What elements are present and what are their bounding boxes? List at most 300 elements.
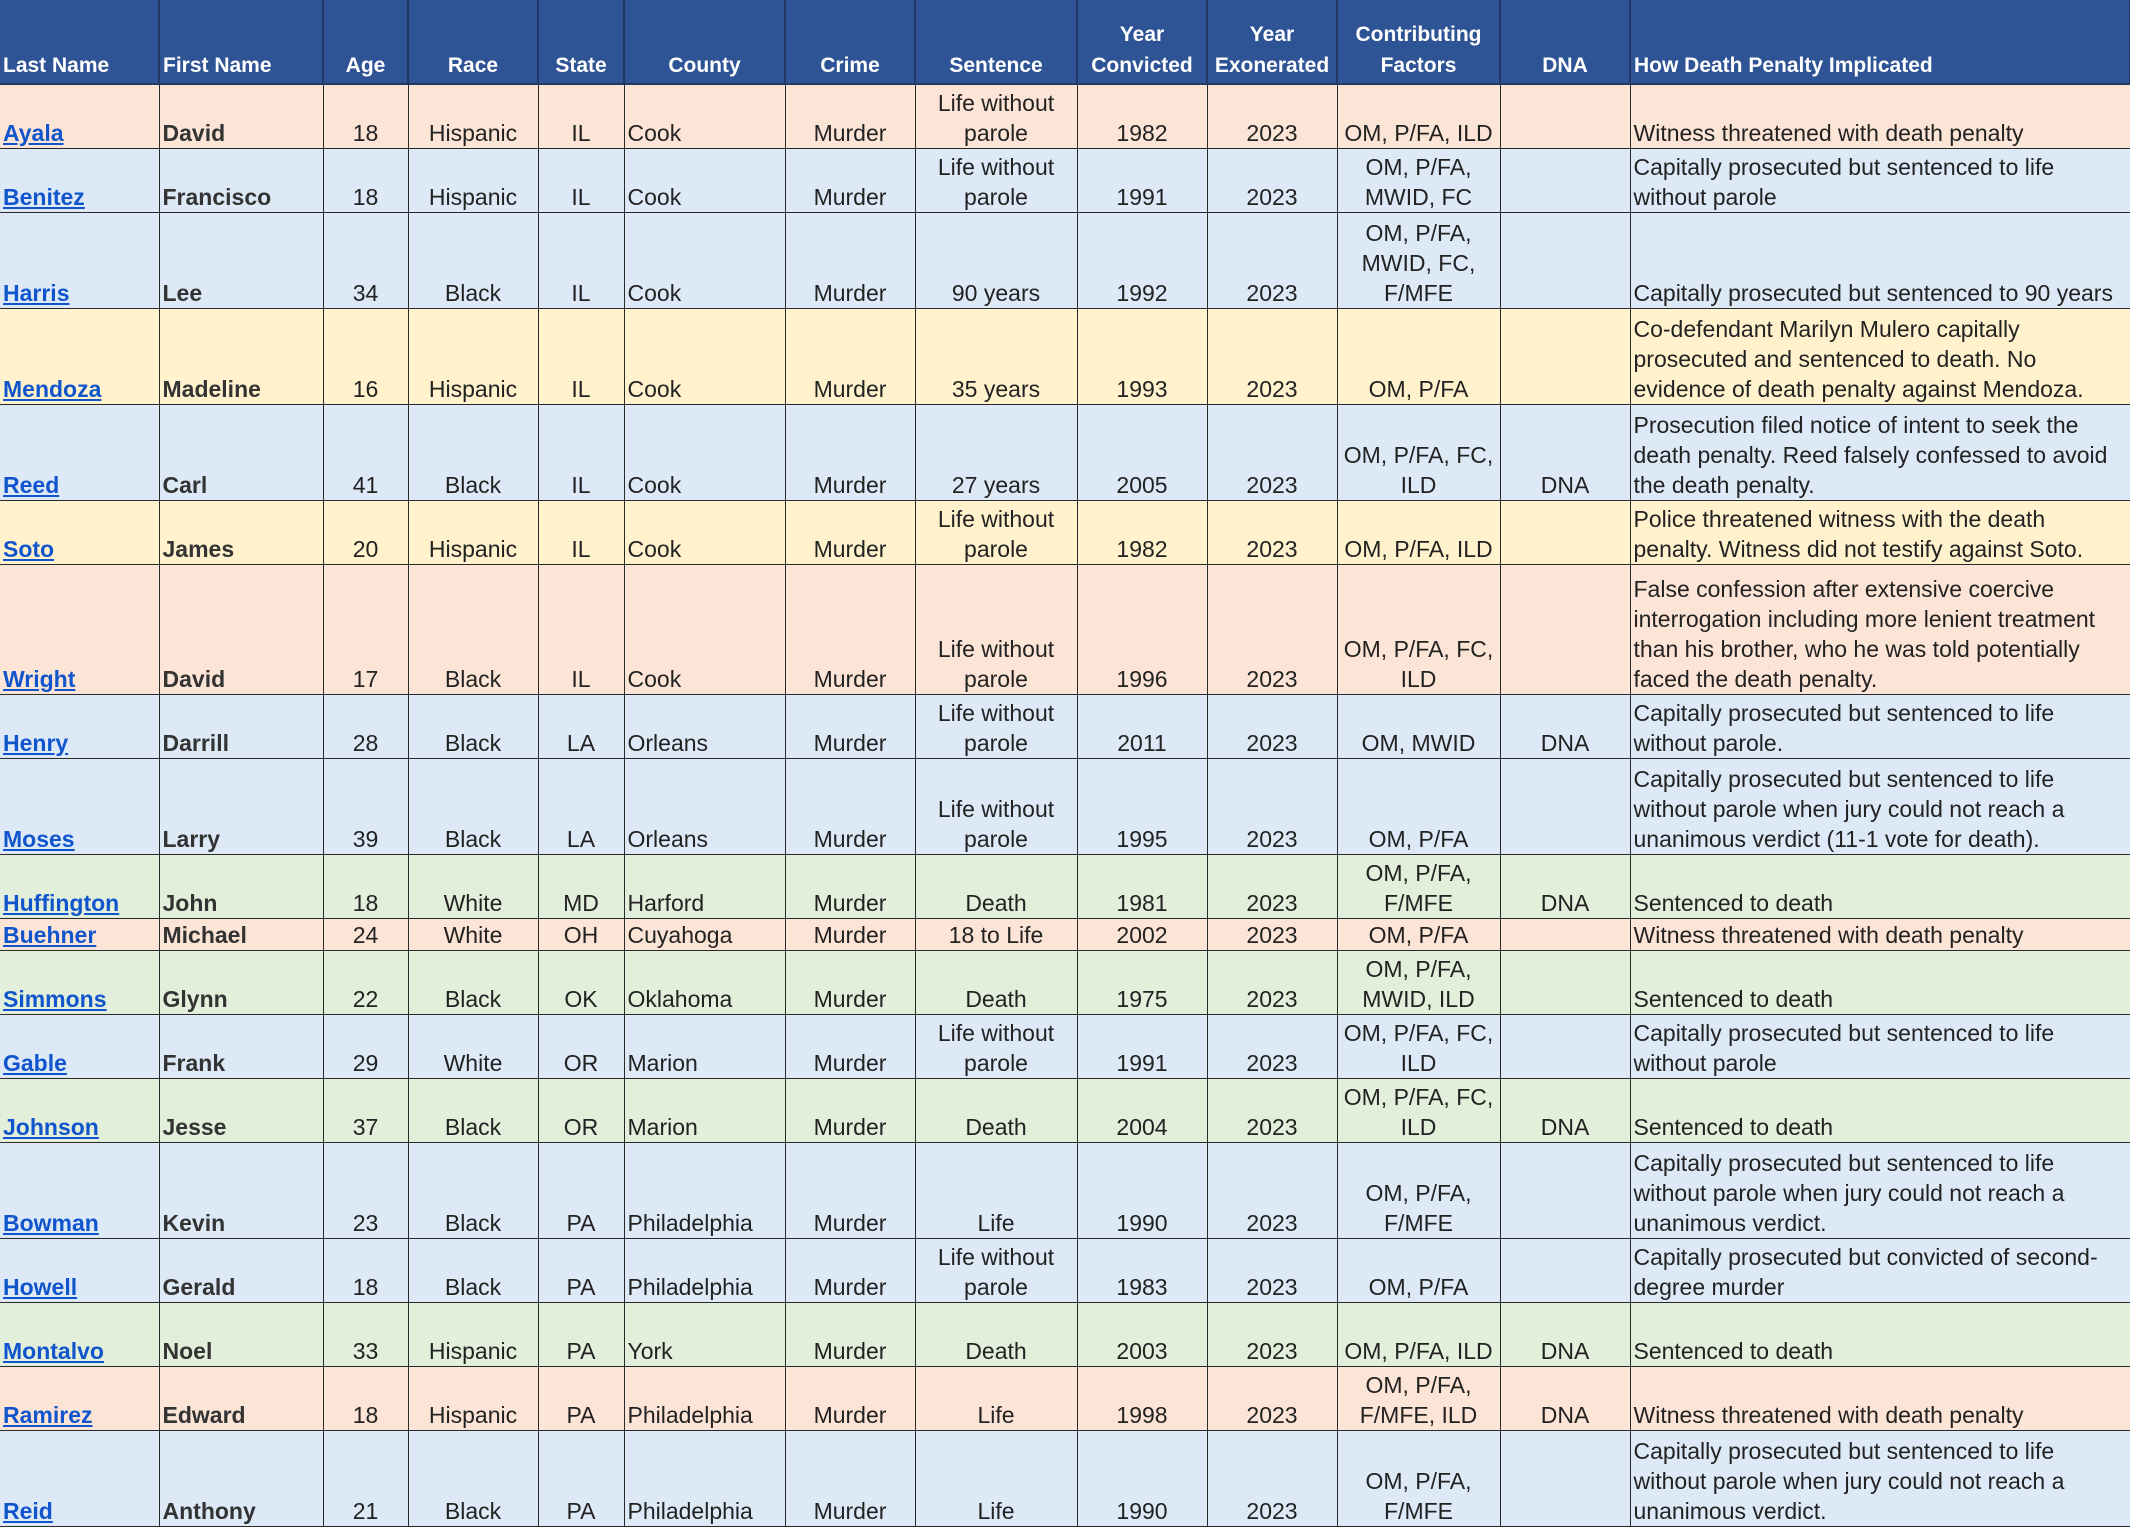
cell-age: 29 bbox=[323, 1014, 408, 1078]
cell-crime: Murder bbox=[785, 950, 915, 1014]
cell-year-exonerated: 2023 bbox=[1207, 694, 1337, 758]
cell-race: White bbox=[408, 918, 538, 950]
cell-sentence: 18 to Life bbox=[915, 918, 1077, 950]
cell-crime: Murder bbox=[785, 1430, 915, 1526]
cell-sentence: Life bbox=[915, 1366, 1077, 1430]
cell-crime: Murder bbox=[785, 84, 915, 148]
cell-crime: Murder bbox=[785, 148, 915, 212]
cell-how-death-penalty: Capitally prosecuted but sentenced to life without parole when jury could not reach a unanimous verdict. bbox=[1630, 1430, 2130, 1526]
cell-contributing-factors: OM, P/FA, MWID, FC, F/MFE bbox=[1337, 212, 1500, 308]
cell-how-death-penalty: Sentenced to death bbox=[1630, 950, 2130, 1014]
cell-how-death-penalty: Capitally prosecuted but sentenced to life without parole bbox=[1630, 148, 2130, 212]
cell-crime: Murder bbox=[785, 1014, 915, 1078]
cell-county: Cook bbox=[624, 500, 785, 564]
cell-last-name bbox=[0, 1078, 159, 1142]
cell-first-name: Kevin bbox=[159, 1142, 323, 1238]
table-row bbox=[0, 1366, 2130, 1430]
case-link[interactable]: Moses bbox=[3, 825, 75, 852]
cell-race: Black bbox=[408, 564, 538, 694]
cell-year-exonerated: 2023 bbox=[1207, 212, 1337, 308]
cell-race: Hispanic bbox=[408, 1302, 538, 1366]
cell-last-name bbox=[0, 758, 159, 854]
cell-dna: DNA bbox=[1500, 1302, 1630, 1366]
table-row bbox=[0, 918, 2130, 950]
cell-contributing-factors: OM, P/FA, FC, ILD bbox=[1337, 564, 1500, 694]
cell-state: PA bbox=[538, 1430, 624, 1526]
cell-county: Philadelphia bbox=[624, 1238, 785, 1302]
cell-dna: DNA bbox=[1500, 854, 1630, 918]
cell-contributing-factors: OM, P/FA, MWID, ILD bbox=[1337, 950, 1500, 1014]
header-race[interactable]: Race bbox=[408, 0, 538, 84]
cell-crime: Murder bbox=[785, 1238, 915, 1302]
cell-how-death-penalty: Capitally prosecuted but sentenced to life without parole. bbox=[1630, 694, 2130, 758]
cell-state: PA bbox=[538, 1142, 624, 1238]
cell-crime: Murder bbox=[785, 564, 915, 694]
table-row bbox=[0, 148, 2130, 212]
cell-contributing-factors: OM, P/FA bbox=[1337, 758, 1500, 854]
cell-age: 21 bbox=[323, 1430, 408, 1526]
cell-first-name: Noel bbox=[159, 1302, 323, 1366]
case-link[interactable]: Huffington bbox=[3, 889, 120, 916]
cell-dna bbox=[1500, 950, 1630, 1014]
cell-how-death-penalty: Sentenced to death bbox=[1630, 1078, 2130, 1142]
cell-year-convicted: 1993 bbox=[1077, 308, 1207, 404]
cell-county: Philadelphia bbox=[624, 1430, 785, 1526]
cell-year-exonerated: 2023 bbox=[1207, 564, 1337, 694]
case-link[interactable]: Montalvo bbox=[3, 1337, 104, 1364]
cell-contributing-factors: OM, P/FA, ILD bbox=[1337, 1302, 1500, 1366]
cell-contributing-factors: OM, P/FA, F/MFE bbox=[1337, 1142, 1500, 1238]
cell-year-exonerated: 2023 bbox=[1207, 404, 1337, 500]
cell-state: IL bbox=[538, 564, 624, 694]
cell-state: PA bbox=[538, 1238, 624, 1302]
cell-year-exonerated: 2023 bbox=[1207, 1014, 1337, 1078]
cell-age: 22 bbox=[323, 950, 408, 1014]
cell-state: IL bbox=[538, 212, 624, 308]
cell-year-exonerated: 2023 bbox=[1207, 1078, 1337, 1142]
cell-year-convicted: 2002 bbox=[1077, 918, 1207, 950]
cell-race: Black bbox=[408, 694, 538, 758]
cell-county: Cook bbox=[624, 84, 785, 148]
cell-first-name: Jesse bbox=[159, 1078, 323, 1142]
cell-age: 41 bbox=[323, 404, 408, 500]
cell-contributing-factors: OM, P/FA, ILD bbox=[1337, 500, 1500, 564]
cell-contributing-factors: OM, P/FA bbox=[1337, 1238, 1500, 1302]
cell-race: Black bbox=[408, 1078, 538, 1142]
cell-state: IL bbox=[538, 84, 624, 148]
table-row bbox=[0, 500, 2130, 564]
cell-year-convicted: 1990 bbox=[1077, 1142, 1207, 1238]
cell-year-convicted: 1992 bbox=[1077, 212, 1207, 308]
cell-sentence: 90 years bbox=[915, 212, 1077, 308]
cell-dna bbox=[1500, 84, 1630, 148]
cell-contributing-factors: OM, P/FA, MWID, FC bbox=[1337, 148, 1500, 212]
cell-first-name: Anthony bbox=[159, 1430, 323, 1526]
cell-county: Orleans bbox=[624, 694, 785, 758]
case-link[interactable]: Ramirez bbox=[3, 1401, 93, 1428]
case-link[interactable]: Benitez bbox=[3, 183, 85, 210]
cell-last-name bbox=[0, 308, 159, 404]
cell-crime: Murder bbox=[785, 404, 915, 500]
cell-county: Cook bbox=[624, 212, 785, 308]
cell-dna: DNA bbox=[1500, 1366, 1630, 1430]
cell-race: Hispanic bbox=[408, 308, 538, 404]
case-link[interactable]: Soto bbox=[3, 535, 55, 562]
cell-year-exonerated: 2023 bbox=[1207, 84, 1337, 148]
cell-crime: Murder bbox=[785, 758, 915, 854]
cell-first-name: Francisco bbox=[159, 148, 323, 212]
cell-year-exonerated: 2023 bbox=[1207, 950, 1337, 1014]
cell-age: 18 bbox=[323, 1238, 408, 1302]
cell-race: Hispanic bbox=[408, 148, 538, 212]
case-link[interactable]: Wright bbox=[3, 665, 76, 692]
cell-dna: DNA bbox=[1500, 404, 1630, 500]
cell-last-name bbox=[0, 1142, 159, 1238]
cell-sentence: Life without parole bbox=[915, 758, 1077, 854]
cell-last-name bbox=[0, 84, 159, 148]
cell-sentence: Death bbox=[915, 1302, 1077, 1366]
cell-crime: Murder bbox=[785, 308, 915, 404]
table-row bbox=[0, 404, 2130, 500]
header-dna[interactable]: DNA bbox=[1500, 0, 1630, 84]
cell-first-name: Darrill bbox=[159, 694, 323, 758]
cell-age: 18 bbox=[323, 84, 408, 148]
cell-sentence: 35 years bbox=[915, 308, 1077, 404]
cell-year-convicted: 2011 bbox=[1077, 694, 1207, 758]
cell-year-exonerated: 2023 bbox=[1207, 918, 1337, 950]
cell-year-exonerated: 2023 bbox=[1207, 1430, 1337, 1526]
table-row bbox=[0, 950, 2130, 1014]
cell-first-name: David bbox=[159, 84, 323, 148]
cell-contributing-factors: OM, P/FA, ILD bbox=[1337, 84, 1500, 148]
table-row bbox=[0, 1302, 2130, 1366]
cell-age: 39 bbox=[323, 758, 408, 854]
cell-county: Cook bbox=[624, 404, 785, 500]
cell-year-convicted: 1996 bbox=[1077, 564, 1207, 694]
header-sentence[interactable]: Sentence bbox=[915, 0, 1077, 84]
header-first-name[interactable]: First Name bbox=[159, 0, 323, 84]
cell-dna bbox=[1500, 148, 1630, 212]
cell-year-convicted: 1982 bbox=[1077, 84, 1207, 148]
cell-race: White bbox=[408, 854, 538, 918]
cell-age: 20 bbox=[323, 500, 408, 564]
case-link[interactable]: Howell bbox=[3, 1273, 78, 1300]
cell-year-exonerated: 2023 bbox=[1207, 308, 1337, 404]
cell-sentence: 27 years bbox=[915, 404, 1077, 500]
cell-how-death-penalty: Police threatened witness with the death penalty. Witness did not testify against Soto. bbox=[1630, 500, 2130, 564]
cell-crime: Murder bbox=[785, 1078, 915, 1142]
cell-sentence: Life without parole bbox=[915, 1238, 1077, 1302]
cell-year-exonerated: 2023 bbox=[1207, 758, 1337, 854]
table-row bbox=[0, 308, 2130, 404]
cell-race: Hispanic bbox=[408, 1366, 538, 1430]
cell-year-convicted: 1991 bbox=[1077, 1014, 1207, 1078]
cell-dna bbox=[1500, 1238, 1630, 1302]
cell-sentence: Life without parole bbox=[915, 148, 1077, 212]
cell-county: Marion bbox=[624, 1014, 785, 1078]
cell-first-name: Larry bbox=[159, 758, 323, 854]
cell-state: OK bbox=[538, 950, 624, 1014]
cell-contributing-factors: OM, P/FA, FC, ILD bbox=[1337, 1014, 1500, 1078]
cell-dna bbox=[1500, 1142, 1630, 1238]
cell-year-convicted: 1981 bbox=[1077, 854, 1207, 918]
cell-how-death-penalty: Co-defendant Marilyn Mulero capitally prosecuted and sentenced to death. No evidence of death penalty against Mendoza. bbox=[1630, 308, 2130, 404]
cell-how-death-penalty: Sentenced to death bbox=[1630, 854, 2130, 918]
cell-county: York bbox=[624, 1302, 785, 1366]
cell-dna: DNA bbox=[1500, 1078, 1630, 1142]
cell-sentence: Death bbox=[915, 854, 1077, 918]
cell-first-name: Frank bbox=[159, 1014, 323, 1078]
cell-crime: Murder bbox=[785, 212, 915, 308]
cell-contributing-factors: OM, P/FA bbox=[1337, 308, 1500, 404]
case-link[interactable]: Buehner bbox=[3, 921, 97, 948]
table-header bbox=[0, 0, 2130, 84]
cell-first-name: John bbox=[159, 854, 323, 918]
cell-last-name bbox=[0, 1238, 159, 1302]
header-state[interactable]: State bbox=[538, 0, 624, 84]
cell-sentence: Life bbox=[915, 1142, 1077, 1238]
cell-sentence: Life without parole bbox=[915, 564, 1077, 694]
cell-year-convicted: 1975 bbox=[1077, 950, 1207, 1014]
case-link[interactable]: Gable bbox=[3, 1049, 67, 1076]
cell-how-death-penalty: Witness threatened with death penalty bbox=[1630, 84, 2130, 148]
cell-first-name: Glynn bbox=[159, 950, 323, 1014]
case-link[interactable]: Henry bbox=[3, 729, 69, 756]
cell-last-name bbox=[0, 950, 159, 1014]
header-last-name[interactable]: Last Name bbox=[0, 0, 159, 84]
cell-crime: Murder bbox=[785, 854, 915, 918]
cell-dna bbox=[1500, 758, 1630, 854]
cell-state: IL bbox=[538, 500, 624, 564]
table-row bbox=[0, 564, 2130, 694]
cell-crime: Murder bbox=[785, 1142, 915, 1238]
cell-state: LA bbox=[538, 758, 624, 854]
cell-last-name bbox=[0, 1302, 159, 1366]
cell-state: MD bbox=[538, 854, 624, 918]
cell-contributing-factors: OM, MWID bbox=[1337, 694, 1500, 758]
case-link[interactable]: Simmons bbox=[3, 985, 107, 1012]
cell-race: White bbox=[408, 1014, 538, 1078]
cell-state: LA bbox=[538, 694, 624, 758]
cell-state: IL bbox=[538, 148, 624, 212]
cell-county: Oklahoma bbox=[624, 950, 785, 1014]
cell-last-name bbox=[0, 1366, 159, 1430]
cell-last-name bbox=[0, 148, 159, 212]
cell-first-name: David bbox=[159, 564, 323, 694]
cell-year-convicted: 1998 bbox=[1077, 1366, 1207, 1430]
header-row bbox=[0, 0, 2130, 84]
cell-race: Black bbox=[408, 1238, 538, 1302]
cell-age: 18 bbox=[323, 1366, 408, 1430]
cell-how-death-penalty: Sentenced to death bbox=[1630, 1302, 2130, 1366]
cell-last-name bbox=[0, 212, 159, 308]
cell-crime: Murder bbox=[785, 1302, 915, 1366]
cell-dna bbox=[1500, 500, 1630, 564]
cell-sentence: Death bbox=[915, 950, 1077, 1014]
table-row bbox=[0, 1430, 2130, 1526]
header-crime[interactable]: Crime bbox=[785, 0, 915, 84]
table-row bbox=[0, 84, 2130, 148]
table-body bbox=[0, 84, 2130, 1526]
cell-last-name bbox=[0, 694, 159, 758]
header-year-convicted[interactable]: Year Convicted bbox=[1077, 0, 1207, 84]
cell-race: Black bbox=[408, 758, 538, 854]
cell-first-name: Carl bbox=[159, 404, 323, 500]
cell-sentence: Life without parole bbox=[915, 1014, 1077, 1078]
cell-state: OR bbox=[538, 1078, 624, 1142]
cell-age: 37 bbox=[323, 1078, 408, 1142]
case-link[interactable]: Reed bbox=[3, 471, 60, 498]
case-link[interactable]: Ayala bbox=[3, 119, 64, 146]
cell-age: 17 bbox=[323, 564, 408, 694]
cell-age: 34 bbox=[323, 212, 408, 308]
header-year-exonerated[interactable]: Year Exonerated bbox=[1207, 0, 1337, 84]
cell-year-exonerated: 2023 bbox=[1207, 1142, 1337, 1238]
table-row bbox=[0, 1014, 2130, 1078]
cell-county: Cook bbox=[624, 308, 785, 404]
cell-dna: DNA bbox=[1500, 694, 1630, 758]
cell-sentence: Death bbox=[915, 1078, 1077, 1142]
cell-how-death-penalty: Capitally prosecuted but sentenced to life without parole bbox=[1630, 1014, 2130, 1078]
cell-year-convicted: 1995 bbox=[1077, 758, 1207, 854]
cell-county: Cook bbox=[624, 148, 785, 212]
cell-race: Black bbox=[408, 1142, 538, 1238]
cell-crime: Murder bbox=[785, 500, 915, 564]
cell-state: PA bbox=[538, 1366, 624, 1430]
cell-state: OR bbox=[538, 1014, 624, 1078]
cell-how-death-penalty: Prosecution filed notice of intent to seek the death penalty. Reed falsely confessed to avoid the death penalty. bbox=[1630, 404, 2130, 500]
cell-how-death-penalty: Witness threatened with death penalty bbox=[1630, 918, 2130, 950]
cell-year-exonerated: 2023 bbox=[1207, 1238, 1337, 1302]
cell-race: Black bbox=[408, 1430, 538, 1526]
cell-how-death-penalty: Capitally prosecuted but sentenced to life without parole when jury could not reach a unanimous verdict (11-1 vote for death). bbox=[1630, 758, 2130, 854]
cell-first-name: Gerald bbox=[159, 1238, 323, 1302]
cell-county: Cuyahoga bbox=[624, 918, 785, 950]
cell-county: Orleans bbox=[624, 758, 785, 854]
cell-state: PA bbox=[538, 1302, 624, 1366]
cell-year-exonerated: 2023 bbox=[1207, 148, 1337, 212]
cell-crime: Murder bbox=[785, 694, 915, 758]
cell-dna bbox=[1500, 1430, 1630, 1526]
cell-year-convicted: 2004 bbox=[1077, 1078, 1207, 1142]
cell-race: Black bbox=[408, 404, 538, 500]
cell-contributing-factors: OM, P/FA bbox=[1337, 918, 1500, 950]
case-link[interactable]: Mendoza bbox=[3, 375, 102, 402]
cell-year-convicted: 1990 bbox=[1077, 1430, 1207, 1526]
cell-age: 23 bbox=[323, 1142, 408, 1238]
cell-year-convicted: 1982 bbox=[1077, 500, 1207, 564]
table-row bbox=[0, 1078, 2130, 1142]
cell-last-name bbox=[0, 1014, 159, 1078]
cell-crime: Murder bbox=[785, 918, 915, 950]
cell-first-name: Edward bbox=[159, 1366, 323, 1430]
table-row bbox=[0, 758, 2130, 854]
cell-how-death-penalty: Capitally prosecuted but sentenced to 90 years bbox=[1630, 212, 2130, 308]
cell-contributing-factors: OM, P/FA, F/MFE bbox=[1337, 1430, 1500, 1526]
cell-last-name bbox=[0, 918, 159, 950]
cell-dna bbox=[1500, 1014, 1630, 1078]
cell-year-exonerated: 2023 bbox=[1207, 1366, 1337, 1430]
table-row bbox=[0, 1238, 2130, 1302]
table-row bbox=[0, 212, 2130, 308]
cell-year-convicted: 1991 bbox=[1077, 148, 1207, 212]
cell-how-death-penalty: Capitally prosecuted but sentenced to life without parole when jury could not reach a unanimous verdict. bbox=[1630, 1142, 2130, 1238]
cell-first-name: Lee bbox=[159, 212, 323, 308]
cell-age: 18 bbox=[323, 148, 408, 212]
case-link[interactable]: Bowman bbox=[3, 1209, 99, 1236]
case-link[interactable]: Reid bbox=[3, 1497, 53, 1524]
cell-year-convicted: 1983 bbox=[1077, 1238, 1207, 1302]
cell-age: 28 bbox=[323, 694, 408, 758]
cell-race: Black bbox=[408, 212, 538, 308]
cell-last-name bbox=[0, 404, 159, 500]
table-row bbox=[0, 854, 2130, 918]
cell-year-exonerated: 2023 bbox=[1207, 500, 1337, 564]
cell-sentence: Life bbox=[915, 1430, 1077, 1526]
cell-crime: Murder bbox=[785, 1366, 915, 1430]
cell-age: 24 bbox=[323, 918, 408, 950]
cell-state: IL bbox=[538, 404, 624, 500]
cell-last-name bbox=[0, 564, 159, 694]
cell-state: OH bbox=[538, 918, 624, 950]
cell-year-convicted: 2003 bbox=[1077, 1302, 1207, 1366]
cell-how-death-penalty: False confession after extensive coercive interrogation including more lenient treatment than his brother, who he was told potentially faced the death penalty. bbox=[1630, 564, 2130, 694]
cell-sentence: Life without parole bbox=[915, 694, 1077, 758]
header-age[interactable]: Age bbox=[323, 0, 408, 84]
cell-county: Marion bbox=[624, 1078, 785, 1142]
cell-last-name bbox=[0, 1430, 159, 1526]
cell-age: 16 bbox=[323, 308, 408, 404]
cell-contributing-factors: OM, P/FA, F/MFE, ILD bbox=[1337, 1366, 1500, 1430]
cell-county: Philadelphia bbox=[624, 1366, 785, 1430]
cell-race: Hispanic bbox=[408, 500, 538, 564]
cell-state: IL bbox=[538, 308, 624, 404]
cell-first-name: James bbox=[159, 500, 323, 564]
cell-county: Philadelphia bbox=[624, 1142, 785, 1238]
cell-year-exonerated: 2023 bbox=[1207, 1302, 1337, 1366]
cell-age: 18 bbox=[323, 854, 408, 918]
cell-dna bbox=[1500, 308, 1630, 404]
cell-race: Hispanic bbox=[408, 84, 538, 148]
cell-year-convicted: 2005 bbox=[1077, 404, 1207, 500]
cell-county: Harford bbox=[624, 854, 785, 918]
cell-contributing-factors: OM, P/FA, F/MFE bbox=[1337, 854, 1500, 918]
cell-age: 33 bbox=[323, 1302, 408, 1366]
cell-sentence: Life without parole bbox=[915, 84, 1077, 148]
cell-year-exonerated: 2023 bbox=[1207, 854, 1337, 918]
cell-first-name: Michael bbox=[159, 918, 323, 950]
cell-contributing-factors: OM, P/FA, FC, ILD bbox=[1337, 404, 1500, 500]
case-link[interactable]: Harris bbox=[3, 279, 70, 306]
cell-dna bbox=[1500, 212, 1630, 308]
case-link[interactable]: Johnson bbox=[3, 1113, 99, 1140]
header-how-death-penalty[interactable]: How Death Penalty Implicated bbox=[1630, 0, 2130, 84]
cell-sentence: Life without parole bbox=[915, 500, 1077, 564]
cell-last-name bbox=[0, 854, 159, 918]
cell-first-name: Madeline bbox=[159, 308, 323, 404]
cell-dna bbox=[1500, 918, 1630, 950]
cell-dna bbox=[1500, 564, 1630, 694]
header-county[interactable]: County bbox=[624, 0, 785, 84]
cell-contributing-factors: OM, P/FA, FC, ILD bbox=[1337, 1078, 1500, 1142]
table-row bbox=[0, 694, 2130, 758]
table-row bbox=[0, 1142, 2130, 1238]
cell-how-death-penalty: Capitally prosecuted but convicted of second-degree murder bbox=[1630, 1238, 2130, 1302]
cell-race: Black bbox=[408, 950, 538, 1014]
header-contributing-factors[interactable]: Contributing Factors bbox=[1337, 0, 1500, 84]
cell-county: Cook bbox=[624, 564, 785, 694]
cell-how-death-penalty: Witness threatened with death penalty bbox=[1630, 1366, 2130, 1430]
